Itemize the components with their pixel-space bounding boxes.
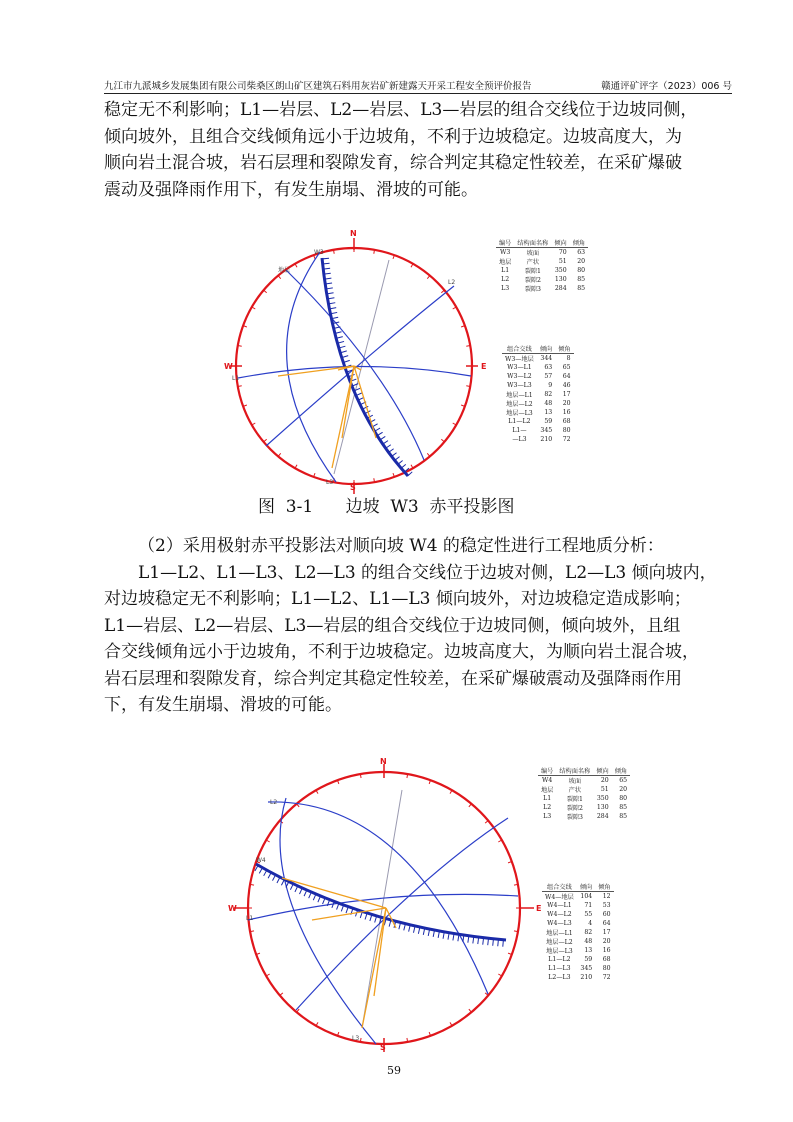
table-cell: L3 (543, 813, 552, 820)
table-cell: L2—L3 (548, 974, 571, 981)
table-header-cell: 倾向 (579, 884, 593, 891)
table-cell: 坡面 (568, 778, 582, 785)
table-cell: 104 (580, 893, 593, 900)
degree-tick (407, 774, 408, 778)
table-cell: 65 (619, 777, 628, 784)
text-line: 对边坡稳定无不利影响；L1—L2、L1—L3 倾向坡外，对边坡稳定造成影响； (104, 589, 691, 609)
table-cell: 48 (584, 938, 593, 945)
table-cell: 210 (540, 436, 553, 443)
table-header-cell: 组合交线 (507, 346, 532, 353)
table-cell: 64 (602, 920, 611, 927)
l3-label: L3 (352, 1035, 360, 1042)
table-cell: L3 (501, 285, 510, 292)
south-label: S (380, 1043, 386, 1052)
paragraph-2 (104, 533, 736, 719)
table-cell: 350 (554, 267, 567, 274)
table-row (502, 390, 574, 399)
degree-tick (278, 453, 281, 456)
table-cell: 产状 (568, 787, 582, 794)
degree-tick (441, 439, 444, 442)
text-line: L1—L2、L1—L3、L2—L3 的组合交线位于边坡对侧，L2—L3 倾向坡内， (138, 562, 717, 583)
degree-tick (427, 276, 430, 279)
table-cell: 130 (596, 804, 609, 811)
table-cell: W3—L3 (507, 382, 532, 389)
table-cell: L1— (512, 427, 527, 434)
page-number: 59 (387, 1064, 401, 1077)
table-cell: 裂隙3 (566, 814, 583, 821)
degree-tick (264, 439, 267, 442)
table-cell: 20 (577, 258, 586, 265)
page-header (104, 77, 732, 94)
header-report-number: 赣通评矿评字（2023）006 号 (601, 81, 732, 92)
table-row (542, 901, 614, 910)
table-row (542, 937, 614, 946)
table-cell: L1—L3 (548, 965, 571, 972)
table-cell: W4—L3 (547, 920, 572, 927)
table-row (542, 910, 614, 919)
paragraph-1 (104, 97, 736, 203)
text-line: 岩石层理和裂隙发育，综合判定其稳定性较差，在采矿爆破震动及强降雨作用 (104, 668, 682, 689)
table-cell: L2 (501, 276, 510, 283)
table-cell: W3—L2 (507, 373, 532, 380)
degree-tick (427, 453, 430, 456)
degree-tick (485, 821, 488, 824)
table-cell: 60 (602, 911, 611, 918)
degree-tick (466, 346, 470, 347)
table-cell: 80 (562, 427, 571, 434)
table-row (542, 973, 614, 982)
degree-tick (514, 931, 518, 932)
table-cell: 85 (577, 276, 586, 283)
table-header-cell: 倾角 (614, 768, 628, 775)
table-header-cell: 倾向 (539, 346, 553, 353)
slope-label-w3: W3 (314, 249, 324, 256)
l2-label: L2 (448, 279, 456, 286)
table-header-cell: 倾向 (596, 768, 609, 775)
degree-tick (374, 250, 375, 254)
degree-tick (278, 276, 281, 279)
text-line: L1—岩层、L2—岩层、L3—岩层的组合交线位于边坡同侧，倾向坡外，且组 (104, 615, 681, 636)
table-cell: 裂隙3 (524, 286, 541, 293)
degree-tick (374, 478, 375, 482)
layer-label: 地层 (278, 267, 291, 274)
table-cell: 82 (544, 391, 553, 398)
table-cell: L1 (501, 267, 510, 274)
stereonet-figure-w3 (226, 228, 590, 494)
table-cell: L2 (543, 804, 552, 811)
table-row (538, 776, 630, 786)
text-line: 合交线倾角远小于边坡角，不利于边坡稳定。边坡高度大，为顺向岩土混合坡， (104, 642, 699, 662)
table-cell: 70 (558, 249, 567, 256)
table-cell: 68 (562, 418, 571, 425)
table-row (502, 417, 574, 426)
table-cell: 72 (602, 974, 611, 981)
header-report-title: 九江市九派城乡发展集团有限公司柴桑区朗山矿区建筑石料用灰岩矿新建露天开采工程安全预评价报告 (104, 81, 532, 92)
table-row (502, 399, 574, 408)
table-cell: 裂隙1 (566, 796, 583, 803)
degree-tick (441, 290, 444, 293)
intersection-lines (278, 366, 376, 468)
table-cell: 20 (600, 777, 609, 784)
table-cell: 80 (577, 267, 586, 274)
table-cell: 63 (544, 364, 553, 371)
north-label: N (380, 757, 387, 766)
table-cell: —L3 (512, 436, 527, 443)
table-header-cell: 倾角 (558, 346, 571, 353)
table-cell: 85 (619, 813, 628, 820)
table-cell: W3—地层 (505, 356, 534, 363)
degree-tick (264, 290, 267, 293)
table-cell: 130 (554, 276, 567, 283)
table-cell: 坡面 (526, 250, 540, 257)
l1-label: L1 (232, 375, 240, 382)
table-cell: 20 (619, 786, 628, 793)
table-row (496, 266, 588, 275)
table-cell: 17 (562, 391, 571, 398)
table-row (496, 284, 588, 293)
table-row (502, 363, 574, 372)
table-row (502, 426, 574, 435)
table-cell: 46 (562, 382, 571, 389)
degree-tick (466, 386, 470, 387)
table-row (538, 794, 630, 803)
table-cell: 16 (562, 409, 571, 416)
text-line: （2）采用极射赤平投影法对顺向坡 W4 的稳定性进行工程地质分析： (138, 536, 664, 556)
west-label: W (224, 362, 233, 371)
table-cell: 71 (584, 902, 593, 909)
degree-tick (280, 993, 283, 996)
table-cell: 8 (566, 355, 571, 362)
degree-tick (360, 774, 361, 778)
great-circle-w4-outer (280, 798, 376, 1044)
table-cell: W4—L2 (547, 911, 572, 918)
table-cell: 17 (602, 929, 611, 936)
table-cell: 345 (580, 965, 593, 972)
table-header-cell: 结构面名称 (559, 768, 591, 775)
north-label: N (350, 229, 357, 238)
table-cell: 59 (584, 956, 593, 963)
degree-tick (238, 386, 242, 387)
table-cell: 地层—L3 (546, 948, 573, 955)
table-row (542, 892, 614, 902)
table-cell: W3—L1 (507, 364, 532, 371)
intersection-lines (282, 878, 396, 1028)
text-line: 稳定无不利影响；L1—岩层、L2—岩层、L3—岩层的组合交线位于边坡同侧， (104, 100, 698, 120)
degree-tick (469, 804, 472, 807)
l1-label: L1 (246, 915, 254, 922)
table-cell: 裂隙2 (524, 277, 541, 284)
great-circle-l2 (296, 818, 508, 1010)
east-label: E (536, 904, 542, 913)
east-label: E (481, 362, 487, 371)
text-line: 顺向岩土混合坡，岩石层理和裂隙发育，综合判定其稳定性较差，在采矿爆破 (104, 153, 682, 173)
table-row (502, 435, 574, 444)
l3-label: L3 (326, 479, 334, 486)
text-line: 倾向坡外，且组合交线倾角远小于边坡角，不利于边坡稳定。边坡高度大，为 (104, 126, 682, 147)
table-cell: 63 (577, 249, 586, 256)
table-cell: L1—L2 (548, 956, 571, 963)
text-line: 震动及强降雨作用下，有发生崩塌、滑坡的可能。 (104, 179, 478, 200)
table-cell: 12 (602, 893, 611, 900)
table-row (496, 248, 588, 258)
west-label: W (228, 904, 237, 913)
structure-plane-table-w3 (496, 238, 588, 293)
table-cell: 地层—L2 (506, 401, 533, 408)
table-header-cell: 倾角 (572, 240, 586, 247)
table-cell: 82 (584, 929, 593, 936)
table-cell: 地层—L1 (506, 392, 533, 399)
degree-tick (334, 250, 335, 254)
table-header-cell: 倾角 (598, 884, 611, 891)
table-row (502, 354, 574, 364)
table-cell: 284 (596, 813, 609, 820)
table-cell: W4—地层 (545, 894, 574, 901)
slope-label-w4: W4 (256, 857, 266, 864)
table-row (542, 928, 614, 937)
table-header-cell: 结构面名称 (517, 240, 549, 247)
table-cell: 284 (554, 285, 567, 292)
table-cell: 20 (602, 938, 611, 945)
table-cell: 地层 (499, 259, 512, 266)
table-cell: 裂隙2 (566, 805, 583, 812)
table-cell: W3 (500, 249, 511, 256)
table-row (542, 955, 614, 964)
table-cell: 85 (577, 285, 586, 292)
table-cell: 裂隙1 (524, 268, 541, 275)
table-cell: 地层—L1 (546, 930, 573, 937)
table-cell: L1 (543, 795, 552, 802)
table-row (542, 946, 614, 955)
degree-tick (250, 931, 254, 932)
table-cell: 地层—L3 (506, 410, 533, 417)
degree-tick (250, 884, 254, 885)
table-cell: 13 (544, 409, 553, 416)
table-cell: 55 (584, 911, 593, 918)
table-cell: 345 (540, 427, 553, 434)
table-row (542, 919, 614, 928)
table-header-cell: 倾向 (554, 240, 567, 247)
degree-tick (238, 346, 242, 347)
table-cell: 地层 (541, 787, 554, 794)
table-row (496, 257, 588, 266)
south-label: S (350, 483, 356, 492)
table-cell: 350 (596, 795, 609, 802)
intersection-table-w3 (502, 344, 574, 444)
table-row (538, 812, 630, 821)
table-row (538, 785, 630, 794)
table-row (496, 275, 588, 284)
stereonet-figure-w4 (226, 758, 646, 1054)
table-row (502, 408, 574, 417)
structure-plane-table-w4 (538, 766, 630, 821)
table-cell: 80 (619, 795, 628, 802)
table-cell: W4—L1 (547, 902, 572, 909)
table-row (502, 381, 574, 390)
table-cell: 210 (580, 974, 593, 981)
table-header-cell: 组合交线 (547, 884, 572, 891)
table-cell: W4 (542, 777, 553, 784)
table-cell: 16 (602, 947, 611, 954)
table-cell: 20 (562, 400, 571, 407)
table-cell: 51 (558, 258, 567, 265)
table-cell: 65 (562, 364, 571, 371)
text-line: 下，有发生崩塌、滑坡的可能。 (104, 695, 342, 715)
table-cell: 地层—L2 (546, 939, 573, 946)
table-cell: 48 (544, 400, 553, 407)
table-header-cell: 编号 (499, 240, 512, 247)
great-circle-layer (286, 270, 424, 460)
table-cell: 57 (544, 373, 553, 380)
table-cell: 59 (544, 418, 553, 425)
table-cell: 72 (562, 436, 571, 443)
table-cell: 80 (602, 965, 611, 972)
slope-w4-circle (256, 864, 506, 940)
table-cell: 85 (619, 804, 628, 811)
figure-3-1-caption: 图 3-1 边坡 W3 赤平投影图 (258, 497, 515, 517)
table-cell: 4 (588, 920, 593, 927)
degree-tick (469, 1009, 472, 1012)
table-cell: 9 (548, 382, 553, 389)
table-cell: 64 (562, 373, 571, 380)
table-cell: 51 (600, 786, 609, 793)
degree-tick (360, 1038, 361, 1042)
table-row (538, 803, 630, 812)
table-cell: L1—L2 (508, 418, 531, 425)
l2-label: L2 (270, 799, 278, 806)
table-cell: 344 (540, 355, 553, 362)
table-row (542, 964, 614, 973)
degree-tick (407, 1038, 408, 1042)
table-row (502, 372, 574, 381)
table-cell: 53 (602, 902, 611, 909)
intersection-table-w4 (542, 882, 614, 982)
degree-tick (514, 884, 518, 885)
table-header-cell: 编号 (541, 768, 554, 775)
table-cell: 13 (584, 947, 593, 954)
table-cell: 68 (602, 956, 611, 963)
table-cell: 产状 (526, 259, 540, 266)
